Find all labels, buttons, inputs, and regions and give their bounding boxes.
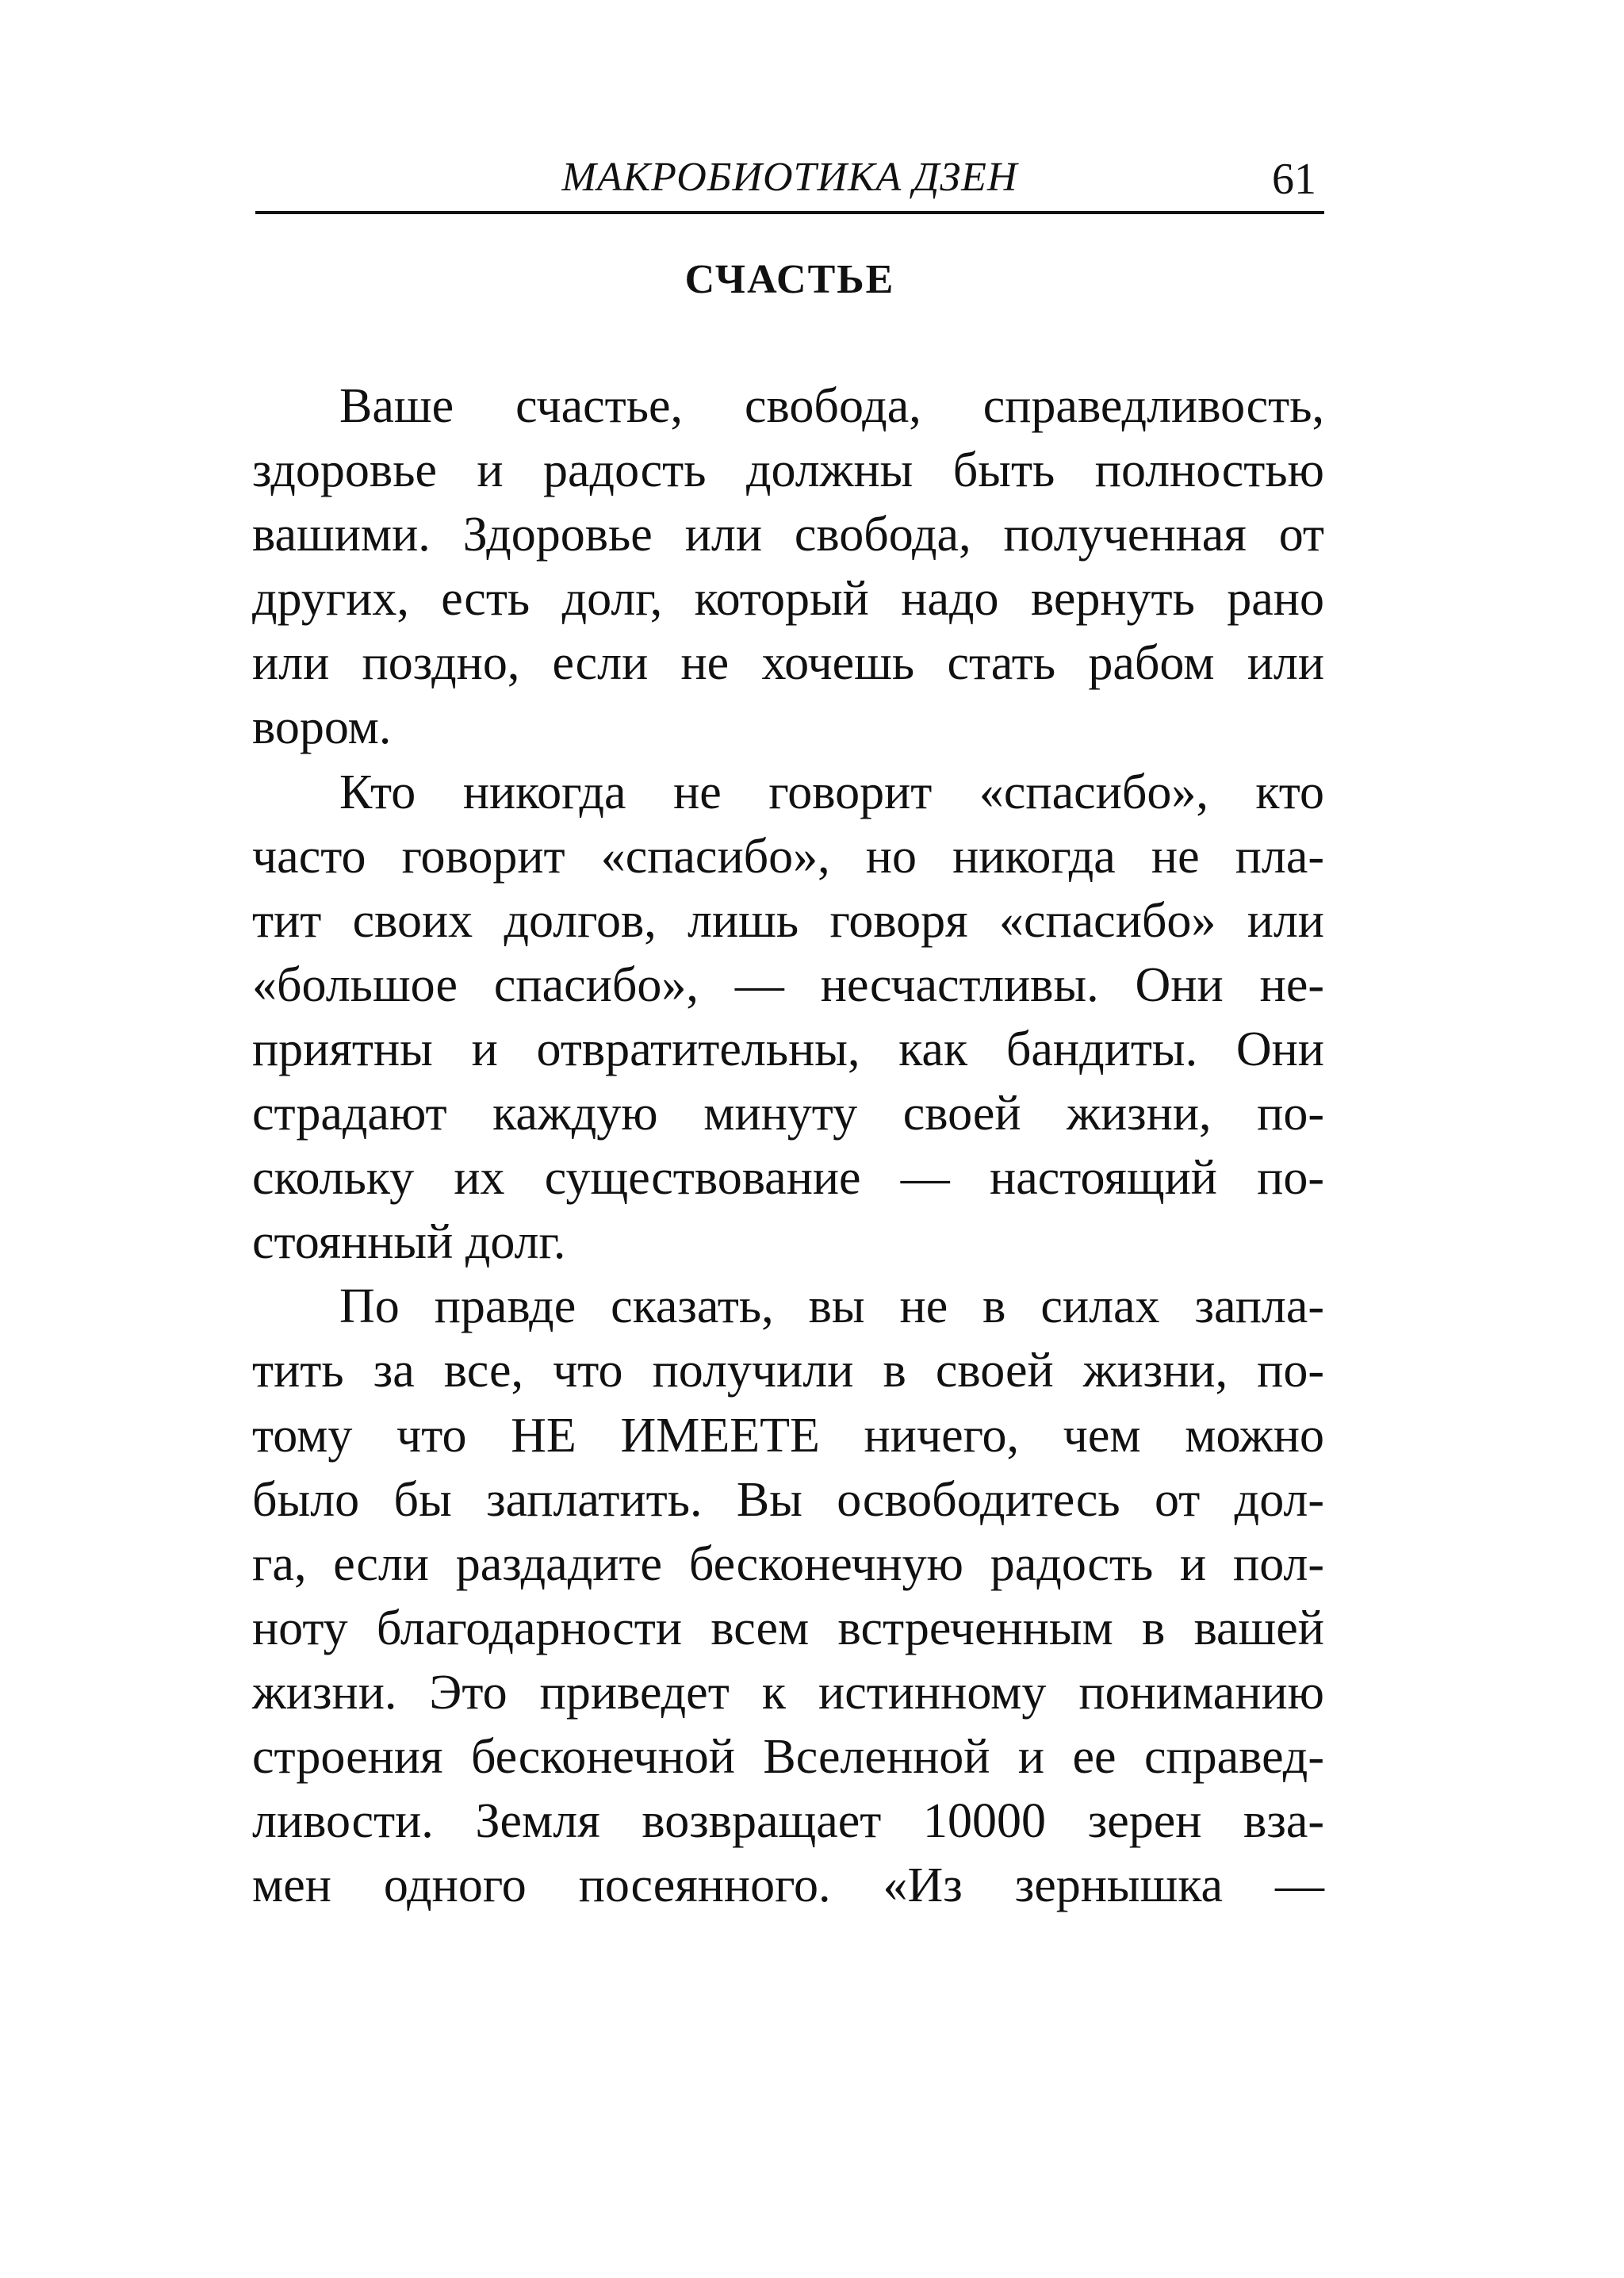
text-line: га, если раздадите бесконечную радость и пол- [252, 1536, 1324, 1591]
page-number: 61 [1272, 155, 1316, 204]
text-line: или поздно, если не хочешь стать рабом или [252, 636, 1324, 691]
text-line: часто говорит «спасибо», но никогда не пла- [252, 829, 1324, 884]
text-line: стоянный долг. [252, 1215, 566, 1270]
text-line: строения бесконечной Вселенной и ее справед- [252, 1729, 1324, 1784]
text-line: скольку их существование — настоящий по- [252, 1151, 1324, 1206]
text-line: мен одного посеянного. «Из зернышка — [252, 1858, 1324, 1913]
text-line: По правде сказать, вы не в силах запла- [339, 1279, 1324, 1334]
text-line: «большое спасибо», — несчастливы. Они не- [252, 957, 1324, 1012]
running-title: МАКРОБИОТИКА ДЗЕН [561, 155, 1018, 200]
text-line: других, есть долг, который надо вернуть рано [252, 572, 1324, 627]
text-line: вором. [252, 700, 392, 755]
text-line: жизни. Это приведет к истинному пониманию [252, 1665, 1324, 1720]
chapter-title: СЧАСТЬЕ [684, 257, 895, 302]
text-line: тит своих долгов, лишь говоря «спасибо» или [252, 893, 1324, 948]
text-line: приятны и отвратительны, как бандиты. Они [252, 1022, 1324, 1076]
paragraph-1 [252, 374, 1324, 761]
text-line: тить за все, что получили в своей жизни, по- [252, 1344, 1324, 1398]
paragraph-3 [252, 1275, 1324, 1918]
text-line: было бы заплатить. Вы освободитесь от дол- [252, 1472, 1324, 1527]
paragraph-2 [252, 761, 1324, 1275]
text-line: здоровье и радость должны быть полностью [252, 443, 1324, 498]
text-line: ливости. Земля возвращает 10000 зерен вза- [252, 1794, 1324, 1849]
header-rule [255, 211, 1324, 214]
text-line: Ваше счастье, свобода, справедливость, [339, 379, 1324, 433]
text-line: вашими. Здоровье или свобода, полученная от [252, 508, 1324, 562]
text-line: ноту благодарности всем встреченным в вашей [252, 1601, 1324, 1655]
text-line: страдают каждую минуту своей жизни, по- [252, 1087, 1324, 1141]
body-text [252, 374, 1324, 1918]
text-line: тому что НЕ ИМЕЕТЕ ничего, чем можно [252, 1408, 1324, 1463]
running-header [255, 149, 1324, 205]
text-line: Кто никогда не говорит «спасибо», кто [339, 765, 1324, 819]
